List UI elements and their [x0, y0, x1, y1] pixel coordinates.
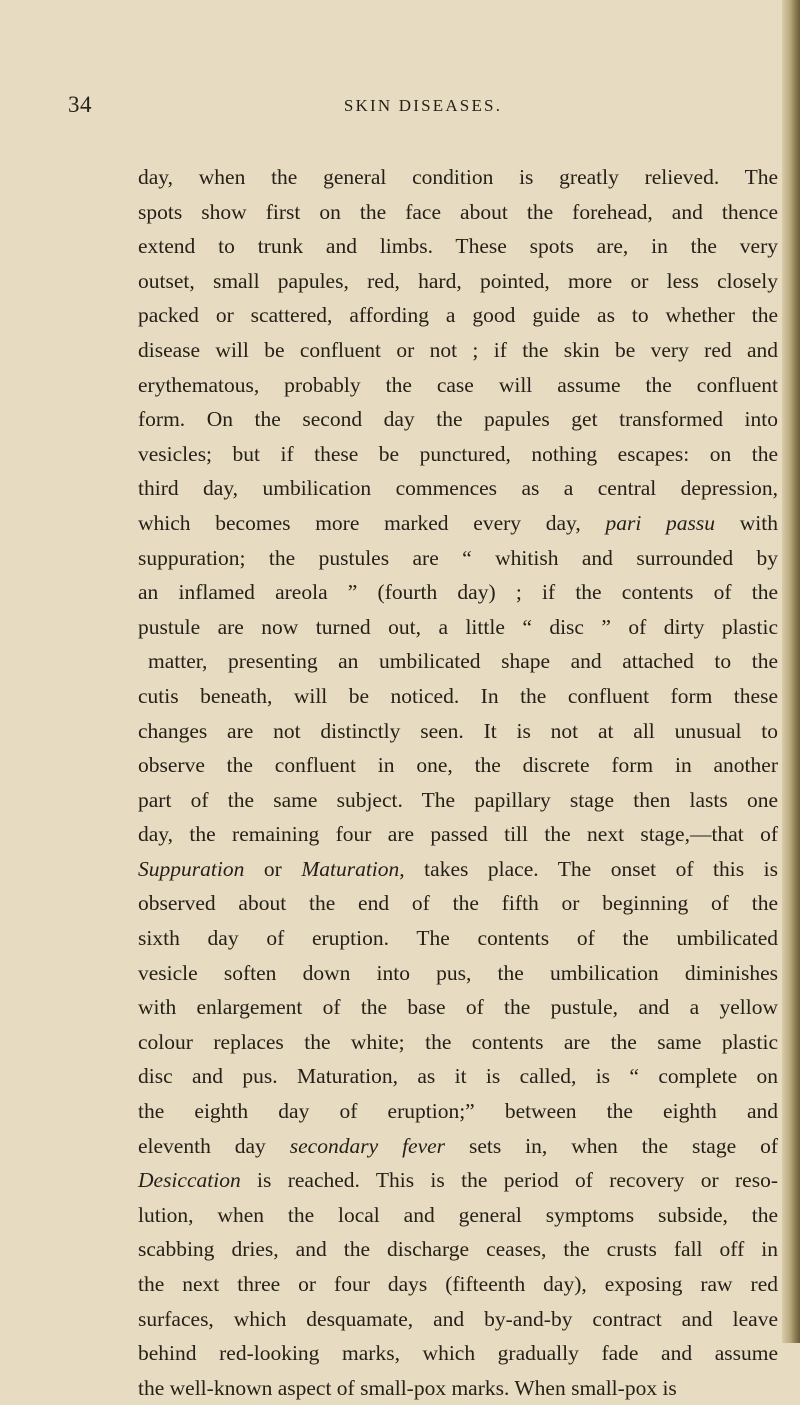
- text-line: vesicle soften down into pus, the umbilication diminishes: [138, 960, 778, 985]
- italic-phrase: pari passu: [605, 510, 716, 535]
- text-line: with enlargement of the base of the pustule, and a yellow: [138, 995, 778, 1020]
- text-line: surfaces, which desquamate, and by-and-by contract and leave: [138, 1306, 778, 1331]
- text-line: Suppuration or Maturation, takes place. The onset of this is: [138, 856, 778, 881]
- text-line: an inflamed areola ” (fourth day) ; if the contents of the: [138, 580, 778, 605]
- page-header: [68, 92, 748, 124]
- text-line: which becomes more marked every day, pari passu with: [138, 510, 778, 535]
- text-line: Desiccation is reached. This is the period of recovery or reso-: [138, 1168, 778, 1193]
- text-line: extend to trunk and limbs. These spots are, in the very: [138, 234, 778, 259]
- text-line: cutis beneath, will be noticed. In the confluent form these: [138, 683, 778, 708]
- text-line: disc and pus. Maturation, as it is called, is “ complete on: [138, 1064, 778, 1089]
- text-line: erythematous, probably the case will assume the confluent: [138, 372, 778, 397]
- text-line: eleventh day secondary fever sets in, when the stage of: [138, 1133, 778, 1158]
- text-line: disease will be confluent or not ; if the skin be very red and: [138, 337, 778, 362]
- text-line: the eighth day of eruption;” between the eighth and: [138, 1099, 778, 1124]
- text-line: changes are not distinctly seen. It is not at all unusual to: [138, 718, 778, 743]
- text-line: colour replaces the white; the contents are the same plastic: [138, 1029, 778, 1054]
- italic-phrase: Maturation,: [301, 856, 405, 881]
- text-line: suppuration; the pustules are “ whitish and surrounded by: [138, 545, 778, 570]
- italic-phrase: Desiccation: [138, 1168, 241, 1193]
- text-line: packed or scattered, affording a good guide as to whether the: [138, 303, 778, 328]
- running-head: SKIN DISEASES.: [343, 96, 503, 115]
- text-line: part of the same subject. The papillary stage then lasts one: [138, 787, 778, 812]
- text-line: observed about the end of the fifth or beginning of the: [138, 891, 778, 916]
- text-line: scabbing dries, and the discharge ceases, the crusts fall off in: [138, 1237, 778, 1262]
- text-line: the well-known aspect of small-pox marks. When small-pox is: [138, 1375, 677, 1400]
- text-line: vesicles; but if these be punctured, nothing escapes: on the: [138, 441, 778, 466]
- text-line: pustule are now turned out, a little “ disc ” of dirty plastic: [138, 614, 778, 639]
- text-line: day, when the general condition is greatly relieved. The: [138, 165, 778, 189]
- text-line: the next three or four days (fifteenth day), exposing raw red: [138, 1272, 778, 1296]
- text-line: form. On the second day the papules get transformed into: [138, 407, 778, 432]
- text-line: day, the remaining four are passed till the next stage,—that of: [138, 822, 778, 847]
- italic-phrase: Suppuration: [138, 856, 245, 881]
- text-line: sixth day of eruption. The contents of the umbilicated: [138, 926, 778, 951]
- text-line: observe the confluent in one, the discrete form in another: [138, 753, 778, 778]
- text-line: third day, umbilication commences as a central depression,: [138, 476, 778, 501]
- italic-phrase: secondary fever: [289, 1133, 446, 1158]
- text-line: outset, small papules, red, hard, pointed, more or less closely: [138, 268, 778, 293]
- page-number: 34: [68, 92, 92, 117]
- body-text: [138, 160, 778, 1405]
- text-line: spots show first on the face about the forehead, and thence: [138, 199, 778, 224]
- page-edge: [782, 0, 800, 1343]
- text-line: behind red-looking marks, which gradually fade and assume: [138, 1341, 778, 1366]
- text-line: matter, presenting an umbilicated shape and attached to the: [148, 649, 778, 674]
- text-line: lution, when the local and general symptoms subside, the: [138, 1202, 778, 1227]
